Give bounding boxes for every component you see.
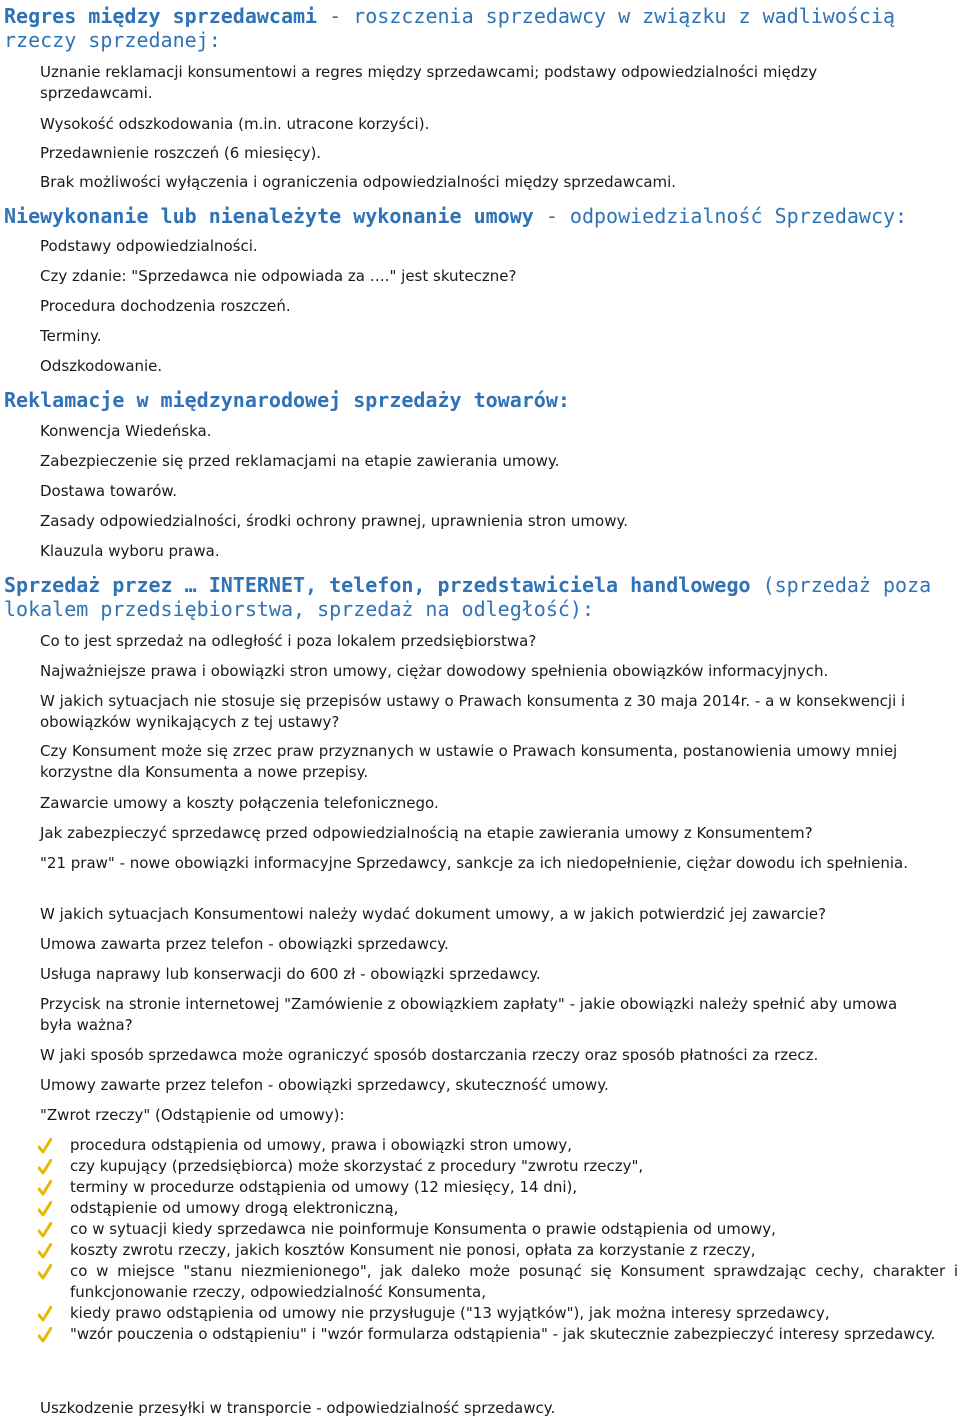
list-item: Podstawy odpowiedzialności. [40,237,258,255]
list-item: Zawarcie umowy a koszty połączenia telefonicznego. [40,794,439,812]
section-heading-niewykonanie [4,204,954,228]
bullet-item [38,1219,958,1240]
bullet-text: czy kupujący (przedsiębiorca) może skorzystać z procedury "zwrotu rzeczy", [70,1157,644,1175]
heading-bold: Sprzedaż przez … INTERNET, telefon, przedstawiciela handlowego [4,573,751,597]
list-item: Konwencja Wiedeńska. [40,422,212,440]
bullet-item [38,1177,958,1198]
list-item: Jak zabezpieczyć sprzedawcę przed odpowiedzialnością na etapie zawierania umowy z Konsumentem? [40,824,813,842]
section-heading-sprzedaz [4,573,954,621]
list-item: Uszkodzenie przesyłki w transporcie - odpowiedzialność sprzedawcy. [40,1399,556,1417]
list-item: Brak możliwości wyłączenia i ograniczenia odpowiedzialności między sprzedawcami. [40,173,677,191]
bullet-item [38,1135,958,1156]
heading-bold: Reklamacje w międzynarodowej sprzedaży towarów: [4,388,570,412]
bullet-text: terminy w procedurze odstąpienia od umowy (12 miesięcy, 14 dni), [70,1178,578,1196]
list-item: Czy zdanie: "Sprzedawca nie odpowiada za …." jest skuteczne? [40,267,517,285]
list-item: Zabezpieczenie się przed reklamacjami na etapie zawierania umowy. [40,452,560,470]
bullet-text: procedura odstąpienia od umowy, prawa i obowiązki stron umowy, [70,1136,572,1154]
heading-bold: Niewykonanie lub nienależyte wykonanie umowy [4,204,534,228]
list-item: Zasady odpowiedzialności, środki ochrony prawnej, uprawnienia stron umowy. [40,512,628,530]
bullet-item [38,1156,958,1177]
checkmark-icon [38,1159,52,1175]
list-item: Co to jest sprzedaż na odległość i poza lokalem przedsiębiorstwa? [40,632,537,650]
section-heading-reklamacje [4,388,954,412]
list-item: Przedawnienie roszczeń (6 miesięcy). [40,144,322,162]
list-item: "21 praw" - nowe obowiązki informacyjne Sprzedawcy, sankcje za ich niedopełnienie, ciężar dowodu ich spełnienia. [40,854,909,872]
list-item: W jakich sytuacjach Konsumentowi należy wydać dokument umowy, a w jakich potwierdzić jej zawarcie? [40,905,827,923]
list-item: W jakich sytuacjach nie stosuje się przepisów ustawy o Prawach konsumenta z 30 maja 2014r. - a w konsekwencji i obowiązków wynikających z tej ustawy? [40,692,906,731]
list-item: Umowa zawarta przez telefon - obowiązki sprzedawcy. [40,935,449,953]
list-item: Usługa naprawy lub konserwacji do 600 zł - obowiązki sprzedawcy. [40,965,541,983]
list-item: Uznanie reklamacji konsumentowi a regres między sprzedawcami; podstawy odpowiedzialności między sprzedawcami. [40,63,818,102]
list-item: W jaki sposób sprzedawca może ograniczyć sposób dostarczania rzeczy oraz sposób płatności za rzecz. [40,1046,819,1064]
checkmark-icon [38,1306,52,1322]
checkmark-icon [38,1201,52,1217]
section-heading-regres [4,4,954,52]
list-item: Procedura dochodzenia roszczeń. [40,297,291,315]
list-item: Wysokość odszkodowania (m.in. utracone korzyści). [40,115,430,133]
bullet-text: "wzór pouczenia o odstąpieniu" i "wzór formularza odstąpienia" - jak skutecznie zabezpieczyć interesy sprzedawcy. [70,1325,936,1343]
list-item: Czy Konsument może się zrzec praw przyznanych w ustawie o Prawach konsumenta, postanowienia umowy mniej korzystne dla Konsumenta a nowe przepisy. [40,742,898,781]
bullet-item [38,1303,958,1324]
list-item: Klauzula wyboru prawa. [40,542,220,560]
list-item: Najważniejsze prawa i obowiązki stron umowy, ciężar dowodowy spełnienia obowiązków informacyjnych. [40,662,829,680]
bullet-text: koszty zwrotu rzeczy, jakich kosztów Konsument nie ponosi, opłata za korzystanie z rzeczy, [70,1241,756,1259]
checkmark-icon [38,1264,52,1280]
bullet-item [38,1240,958,1261]
heading-rest: - odpowiedzialność Sprzedawcy: [533,204,908,228]
heading-rest: - roszczenia sprzedawcy w związku z wadliwością rzeczy sprzedanej: [4,4,896,52]
list-item: Odszkodowanie. [40,357,163,375]
bullet-text: kiedy prawo odstąpienia od umowy nie przysługuje ("13 wyjątków"), jak można interesy sprzedawcy, [70,1304,830,1322]
bullet-item [38,1198,958,1219]
checkmark-icon [38,1222,52,1238]
heading-rest: (sprzedaż poza lokalem przedsiębiorstwa, sprzedaż na odległość): [4,573,932,621]
list-item: "Zwrot rzeczy" (Odstąpienie od umowy): [40,1106,345,1124]
bullet-item [38,1324,958,1345]
checkmark-icon [38,1138,52,1154]
list-item: Terminy. [40,327,102,345]
bullet-text: co w miejsce "stanu niezmienionego", jak daleko może posunąć się Konsument sprawdzając cechy, charakter i funkcjonowanie rzeczy, odpowiedzialność Konsumenta, [70,1262,958,1301]
checkmark-icon [38,1327,52,1343]
bullet-text: co w sytuacji kiedy sprzedawca nie poinformuje Konsumenta o prawie odstąpienia od umowy, [70,1220,776,1238]
heading-bold: Regres między sprzedawcami [4,4,318,28]
zwrot-rzeczy-bullet-list [38,1135,958,1345]
list-item: Umowy zawarte przez telefon - obowiązki sprzedawcy, skuteczność umowy. [40,1076,609,1094]
checkmark-icon [38,1243,52,1259]
bullet-text: odstąpienie od umowy drogą elektroniczną, [70,1199,399,1217]
bullet-item [38,1261,958,1303]
checkmark-icon [38,1180,52,1196]
list-item: Dostawa towarów. [40,482,178,500]
list-item: Przycisk na stronie internetowej "Zamówienie z obowiązkiem zapłaty" - jakie obowiązki należy spełnić aby umowa była ważna? [40,995,898,1034]
